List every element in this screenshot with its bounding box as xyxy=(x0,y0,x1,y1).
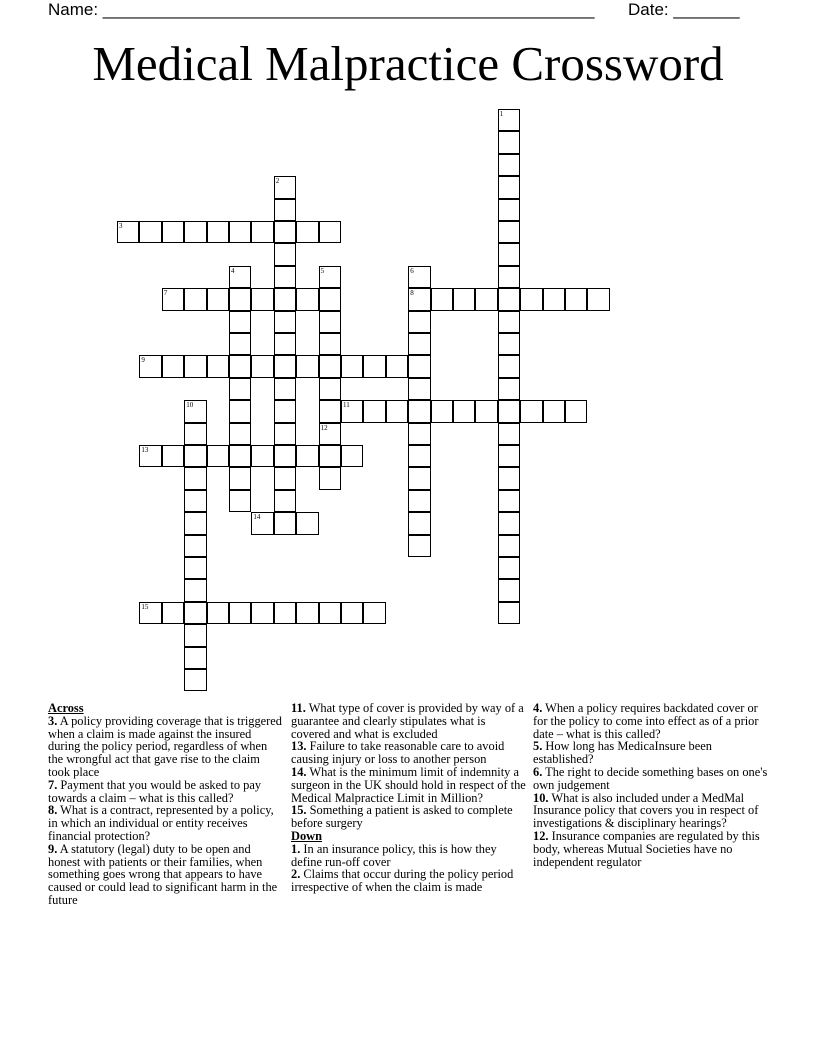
cell-number: 5 xyxy=(320,266,325,275)
crossword-cell[interactable] xyxy=(363,602,385,624)
crossword-cell[interactable] xyxy=(498,199,520,221)
crossword-cell[interactable] xyxy=(184,602,206,624)
crossword-cell[interactable] xyxy=(207,445,229,467)
crossword-cell[interactable] xyxy=(207,602,229,624)
crossword-cell[interactable] xyxy=(408,378,430,400)
crossword-cell[interactable] xyxy=(184,467,206,489)
crossword-cell[interactable] xyxy=(453,400,475,422)
across-heading: Across xyxy=(48,701,84,715)
crossword-cell[interactable] xyxy=(543,288,565,310)
crossword-cell[interactable] xyxy=(319,467,341,489)
crossword-cell[interactable] xyxy=(117,221,139,243)
crossword-cell[interactable] xyxy=(162,221,184,243)
clues-column-1 xyxy=(48,702,283,907)
crossword-cell[interactable] xyxy=(520,400,542,422)
crossword-cell[interactable] xyxy=(274,467,296,489)
crossword-cell[interactable] xyxy=(498,400,520,422)
crossword-cell[interactable] xyxy=(498,109,520,131)
crossword-cell[interactable] xyxy=(229,490,251,512)
crossword-cell[interactable] xyxy=(498,378,520,400)
crossword-cell[interactable] xyxy=(363,400,385,422)
crossword-cell[interactable] xyxy=(498,535,520,557)
clue-down-10: 10. What is also included under a MedMal Insurance policy that covers you in respect of investigations & disciplinary hearings? xyxy=(533,790,759,831)
crossword-cell[interactable] xyxy=(431,288,453,310)
crossword-cell[interactable] xyxy=(498,221,520,243)
crossword-cell[interactable] xyxy=(251,512,273,534)
crossword-cell[interactable] xyxy=(139,221,161,243)
crossword-cell[interactable] xyxy=(274,311,296,333)
crossword-cell[interactable] xyxy=(274,423,296,445)
crossword-cell[interactable] xyxy=(229,602,251,624)
cell-number: 3 xyxy=(119,222,123,230)
crossword-cell[interactable] xyxy=(319,400,341,422)
crossword-cell[interactable] xyxy=(498,467,520,489)
crossword-cell[interactable] xyxy=(431,400,453,422)
crossword-cell[interactable] xyxy=(498,243,520,265)
down-heading: Down xyxy=(291,828,322,843)
crossword-cell[interactable] xyxy=(139,355,161,377)
crossword-cell[interactable] xyxy=(184,423,206,445)
cell-number: 6 xyxy=(410,266,414,275)
crossword-cell[interactable] xyxy=(498,579,520,601)
crossword-cell[interactable] xyxy=(162,602,184,624)
crossword-cell[interactable] xyxy=(274,445,296,467)
clue-down-2: 2. Claims that occur during the policy period irrespective of when the claim is made xyxy=(291,867,514,895)
crossword-cell[interactable] xyxy=(207,221,229,243)
crossword-cell[interactable] xyxy=(296,288,318,310)
crossword-cell[interactable] xyxy=(498,445,520,467)
crossword-cell[interactable] xyxy=(296,445,318,467)
crossword-cell[interactable] xyxy=(274,221,296,243)
crossword-cell[interactable] xyxy=(408,355,430,377)
crossword-cell[interactable] xyxy=(319,602,341,624)
crossword-cell[interactable] xyxy=(251,602,273,624)
crossword-cell[interactable] xyxy=(184,288,206,310)
crossword-cell[interactable] xyxy=(408,535,430,557)
crossword-cell[interactable] xyxy=(229,221,251,243)
crossword-cell[interactable] xyxy=(498,490,520,512)
crossword-cell[interactable] xyxy=(229,311,251,333)
cell-number: 4 xyxy=(231,266,235,275)
crossword-cell[interactable] xyxy=(565,400,587,422)
clue-across-15: 15. Something a patient is asked to complete before surgery xyxy=(291,803,513,831)
crossword-cell[interactable] xyxy=(162,445,184,467)
crossword-cell[interactable] xyxy=(274,490,296,512)
crossword-cell[interactable] xyxy=(229,467,251,489)
crossword-cell[interactable] xyxy=(341,400,363,422)
cell-number: 7 xyxy=(163,289,168,298)
clue-down-1: 1. In an insurance policy, this is how they define run-off cover xyxy=(291,841,497,869)
crossword-cell[interactable] xyxy=(587,288,609,310)
crossword-cell[interactable] xyxy=(386,400,408,422)
page-title: Medical Malpractice Crossword xyxy=(92,36,724,91)
crossword-cell[interactable] xyxy=(139,445,161,467)
crossword-cell[interactable] xyxy=(184,400,206,422)
crossword-cell[interactable] xyxy=(498,512,520,534)
crossword-cell[interactable] xyxy=(274,602,296,624)
clue-down-5: 5. How long has MedicaInsure been established? xyxy=(533,739,712,767)
crossword-cell[interactable] xyxy=(274,266,296,288)
crossword-cell[interactable] xyxy=(319,378,341,400)
crossword-cell[interactable] xyxy=(498,602,520,624)
crossword-cell[interactable] xyxy=(184,512,206,534)
crossword-cell[interactable] xyxy=(319,423,341,445)
crossword-cell[interactable] xyxy=(274,288,296,310)
crossword-cell[interactable] xyxy=(408,400,430,422)
cell-number: 2 xyxy=(275,177,280,186)
crossword-cell[interactable] xyxy=(341,445,363,467)
crossword-cell[interactable] xyxy=(207,288,229,310)
crossword-cell[interactable] xyxy=(543,400,565,422)
cell-number: 15 xyxy=(141,602,149,611)
clue-across-8: 8. What is a contract, represented by a policy, in which an individual or entity receives financial protection? xyxy=(48,803,274,843)
crossword-cell[interactable] xyxy=(184,624,206,646)
crossword-cell[interactable] xyxy=(251,445,273,467)
cell-number: 10 xyxy=(186,401,194,410)
crossword-cell[interactable] xyxy=(296,221,318,243)
cell-number: 12 xyxy=(320,423,328,432)
crossword-cell[interactable] xyxy=(229,423,251,445)
crossword-cell[interactable] xyxy=(498,131,520,153)
crossword-cell[interactable] xyxy=(274,199,296,221)
crossword-cell[interactable] xyxy=(341,602,363,624)
crossword-cell[interactable] xyxy=(274,176,296,198)
crossword-cell[interactable] xyxy=(184,490,206,512)
crossword-cell[interactable] xyxy=(565,288,587,310)
crossword-cell[interactable] xyxy=(319,266,341,288)
crossword-cell[interactable] xyxy=(296,512,318,534)
crossword-cell[interactable] xyxy=(408,333,430,355)
crossword-cell[interactable] xyxy=(319,311,341,333)
crossword-cell[interactable] xyxy=(498,557,520,579)
crossword-cell[interactable] xyxy=(408,445,430,467)
crossword-cell[interactable] xyxy=(475,400,497,422)
crossword-cell[interactable] xyxy=(386,355,408,377)
crossword-cell[interactable] xyxy=(520,288,542,310)
crossword-cell[interactable] xyxy=(184,445,206,467)
crossword-cell[interactable] xyxy=(363,355,385,377)
crossword-cell[interactable] xyxy=(274,333,296,355)
clue-across-7: 7. Payment that you would be asked to pay towards a claim – what is this called? xyxy=(48,777,262,805)
crossword-cell[interactable] xyxy=(498,266,520,288)
crossword-cell[interactable] xyxy=(162,355,184,377)
crossword-cell[interactable] xyxy=(319,445,341,467)
crossword-cell[interactable] xyxy=(296,602,318,624)
crossword-cell[interactable] xyxy=(408,311,430,333)
cell-number: 13 xyxy=(141,446,149,454)
clue-down-12: 12. Insurance companies are regulated by this body, whereas Mutual Societies have no independent regulator xyxy=(533,828,760,869)
date-field-label[interactable]: Date: _______ xyxy=(628,0,740,19)
crossword-cell[interactable] xyxy=(498,333,520,355)
crossword-cell[interactable] xyxy=(319,288,341,310)
crossword-cell[interactable] xyxy=(274,355,296,377)
clue-across-9: 9. A statutory (legal) duty to be open and honest with patients or their families, when something goes wrong that appears to have caused or could lead to significant harm in the future xyxy=(48,841,278,907)
crossword-cell[interactable] xyxy=(184,355,206,377)
crossword-cell[interactable] xyxy=(229,400,251,422)
crossword-cell[interactable] xyxy=(408,490,430,512)
crossword-cell[interactable] xyxy=(408,512,430,534)
crossword-cell[interactable] xyxy=(498,176,520,198)
clues-column-3 xyxy=(533,702,768,868)
crossword-cell[interactable] xyxy=(498,288,520,310)
crossword-cell[interactable] xyxy=(453,288,475,310)
crossword-cell[interactable] xyxy=(251,288,273,310)
crossword-cell[interactable] xyxy=(296,355,318,377)
crossword-cell[interactable] xyxy=(319,221,341,243)
crossword-cell[interactable] xyxy=(229,378,251,400)
clue-across-11: 11. What type of cover is provided by way of a guarantee and clearly stipulates what is covered and what is excluded xyxy=(291,701,524,741)
cell-number: 11 xyxy=(343,401,350,410)
cell-number: 8 xyxy=(410,289,414,298)
crossword-cell[interactable] xyxy=(274,400,296,422)
crossword-cell[interactable] xyxy=(229,333,251,355)
crossword-cell[interactable] xyxy=(229,445,251,467)
crossword-cell[interactable] xyxy=(184,535,206,557)
crossword-cell[interactable] xyxy=(184,557,206,579)
crossword-cell[interactable] xyxy=(498,423,520,445)
crossword-cell[interactable] xyxy=(229,266,251,288)
crossword-cell[interactable] xyxy=(251,221,273,243)
clue-across-13: 13. Failure to take reasonable care to avoid causing injury or loss to another person xyxy=(291,739,505,767)
crossword-cell[interactable] xyxy=(498,154,520,176)
clue-down-4: 4. When a policy requires backdated cover or for the policy to come into effect as of a prior date – what is this called? xyxy=(533,701,759,741)
crossword-cell[interactable] xyxy=(408,423,430,445)
crossword-cell[interactable] xyxy=(139,602,161,624)
crossword-cell[interactable] xyxy=(498,311,520,333)
crossword-cell[interactable] xyxy=(251,355,273,377)
crossword-cell[interactable] xyxy=(274,512,296,534)
crossword-cell[interactable] xyxy=(184,647,206,669)
crossword-cell[interactable] xyxy=(229,355,251,377)
crossword-cell[interactable] xyxy=(184,221,206,243)
crossword-cell[interactable] xyxy=(162,288,184,310)
crossword-cell[interactable] xyxy=(498,355,520,377)
crossword-cell[interactable] xyxy=(184,579,206,601)
clue-down-6: 6. The right to decide something bases on one's own judgement xyxy=(533,764,768,792)
cell-number: 9 xyxy=(141,356,145,365)
name-field-label[interactable]: Name: ____________________________________________________ xyxy=(48,0,595,19)
crossword-cell[interactable] xyxy=(475,288,497,310)
clue-across-14: 14. What is the minimum limit of indemnity a surgeon in the UK should hold in respect of the Medical Malpractice Limit in Million? xyxy=(291,764,526,805)
clue-across-3: 3. A policy providing coverage that is triggered when a claim is made against the insured during the policy period, regardless of when the wrongful act that gave rise to the claim took place xyxy=(48,713,282,779)
crossword-cell[interactable] xyxy=(207,355,229,377)
clues-column-2 xyxy=(291,702,526,894)
crossword-cell[interactable] xyxy=(341,355,363,377)
crossword-cell[interactable] xyxy=(274,243,296,265)
crossword-cell[interactable] xyxy=(229,288,251,310)
cell-number: 14 xyxy=(253,513,261,522)
crossword-cell[interactable] xyxy=(408,288,430,310)
crossword-cell[interactable] xyxy=(274,378,296,400)
crossword-cell[interactable] xyxy=(319,333,341,355)
crossword-cell[interactable] xyxy=(408,266,430,288)
cell-number: 1 xyxy=(499,110,504,118)
crossword-cell[interactable] xyxy=(184,669,206,691)
crossword-cell[interactable] xyxy=(319,355,341,377)
crossword-cell[interactable] xyxy=(408,467,430,489)
